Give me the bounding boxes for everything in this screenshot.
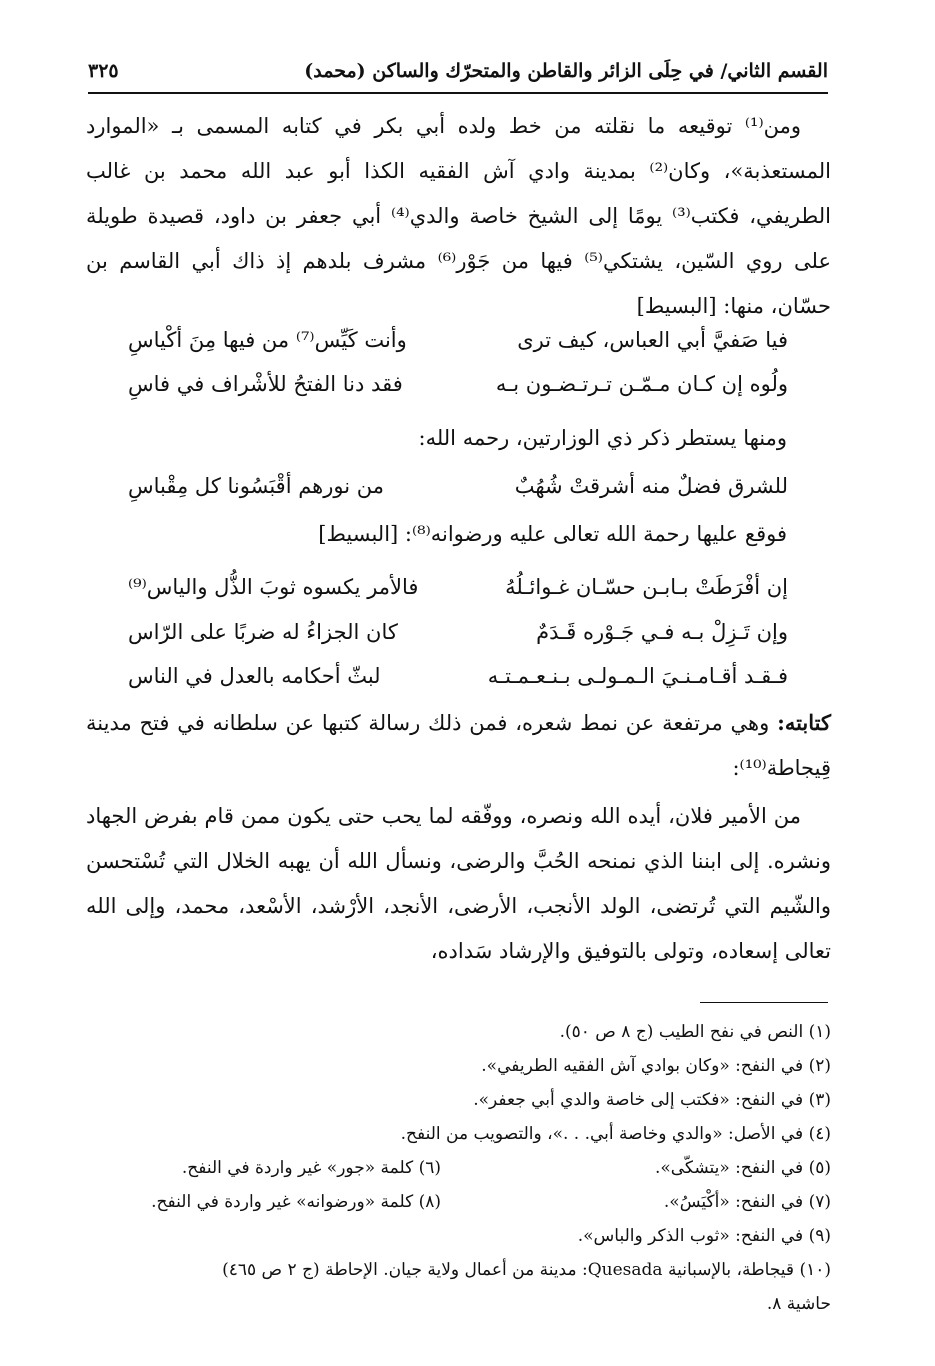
prose-line-tawqi: فوقع عليها رحمة الله تعالى عليه ورضوانه⁽⁸⁾: [البسيط] bbox=[318, 522, 787, 546]
footnote: (١٠) قيجاطة، بالإسبانية Quesada: مدينة من أعمال ولاية جيان. الإحاطة (ج ٢ ص ٤٦٥) bbox=[222, 1260, 831, 1280]
footnote-separator bbox=[700, 1002, 828, 1003]
verse-first-hemistich: ولُوه إن كـان مـمّـن تـرتـضـون بـه bbox=[495, 372, 788, 396]
verse-line bbox=[128, 372, 788, 412]
kitaba-label: كتابته: bbox=[777, 710, 831, 735]
running-title: القسم الثاني/ في حِلَى الزائر والقاطن والمتحرّك والساكن (محمد) bbox=[304, 60, 828, 82]
footnote: (٩) في النفح: «ثوب الذكر والباس». bbox=[577, 1226, 831, 1246]
footnote: (٥) في النفح: «يتشكّى». bbox=[654, 1158, 831, 1178]
verse-second-hemistich: لبثّ أحكامه بالعدل في الناس bbox=[128, 664, 381, 688]
verse-line bbox=[128, 328, 788, 368]
footnote-pair bbox=[86, 1185, 831, 1219]
verse-second-hemistich: كان الجزاءُ له ضربًا على الرّاس bbox=[128, 620, 398, 644]
intro-text: ومن⁽¹⁾ توقيعه ما نقلته من خط ولده أبي بكر في كتابه المسمى بـ «الموارد المستعذبة»، وكان⁽²⁾ بمدينة وادي آش الفقيه الكذا أبو عبد الله محمد بن غالب الطريفي، فكتب⁽³⁾ يومًا إلى الشيخ خاصة والدي⁽⁴⁾ أبي جعفر بن داود، قصيدة طويلة على روي السّين، يشتكي⁽⁵⁾ فيها من جَوْر⁽⁶⁾ مشرف بلدهم إذ ذاك أبي القاسم بن حسّان، منها: [البسيط] bbox=[86, 114, 831, 318]
footnote-continuation: حاشية ٨. bbox=[766, 1294, 831, 1314]
verse-first-hemistich: للشرق فضلٌ منه أشرقتْ شُهُبٌ bbox=[514, 474, 788, 498]
footnotes bbox=[86, 1015, 831, 1321]
verse-first-hemistich: إن أفْرَطَتْ بـابـن حسّـان غـوائـلُهُ bbox=[505, 575, 788, 599]
footnote: (٢) في النفح: «وكان بوادي آش الفقيه الطريفي». bbox=[481, 1056, 831, 1076]
footnote: (٤) في الأصل: «والدي وخاصة أبي. . .»، والتصويب من النفح. bbox=[400, 1124, 831, 1144]
verse-first-hemistich: وإن تَـزِلْ بـه فـي جَـوْره قَـدَمٌ bbox=[536, 620, 788, 644]
verse-line bbox=[128, 620, 788, 660]
page-header bbox=[88, 56, 828, 94]
verse-second-hemistich: من نورهم أقْبَسُونا كل مِقْباسِ bbox=[128, 474, 384, 498]
kitaba-text: وهي مرتفعة عن نمط شعره، فمن ذلك رسالة كتبها عن سلطانه في فتح مدينة قِيجاطة⁽¹⁰⁾: bbox=[86, 711, 831, 780]
verse-line bbox=[128, 664, 788, 704]
footnote-pair bbox=[86, 1151, 831, 1185]
letter-text: من الأمير فلان، أيده الله ونصره، ووفّقه لما يحب حتى يكون ممن قام بفرض الجهاد ونشره. إلى ابننا الذي نمنحه الحُبَّ والرضى، ونسأل الله أن يهبه الخلال التي تُسْتحسن والشّيم التي تُرتضى، الولد الأنجب، الأرضى، الأنجد، الأرْشد، الأسْعد، محمد، وإلى الله تعالى إسعاده، وتولى بالتوفيق والإرشاد سَداده، bbox=[86, 804, 831, 963]
verse-first-hemistich: فـقـد أقـامـنـيَ الـمـولـى بـنـعـمـتـه bbox=[487, 664, 788, 688]
prose-line-wazaratayn: ومنها يستطر ذكر ذي الوزارتين، رحمه الله: bbox=[418, 426, 787, 450]
verse-second-hemistich: فالأمر يكسوه ثوبَ الذُّل والياس⁽⁹⁾ bbox=[128, 575, 419, 599]
verse-second-hemistich: وأنت كَيِّس⁽⁷⁾ من فيها مِنَ أكْياسِ bbox=[128, 328, 407, 352]
footnote: (٦) كلمة «جور» غير واردة في النفح. bbox=[181, 1158, 441, 1178]
page-number: ٣٢٥ bbox=[88, 60, 119, 82]
footnote: (٣) في النفح: «فكتب إلى خاصة والدي أبي جعفر». bbox=[473, 1090, 831, 1110]
footnote: (٨) كلمة «ورضوانه» غير واردة في النفح. bbox=[151, 1192, 441, 1212]
verse-second-hemistich: فقد دنا الفتحُ للأشْراف في فاسِ bbox=[128, 372, 403, 396]
kitaba-paragraph bbox=[86, 700, 831, 791]
footnote: (١) النص في نفح الطيب (ج ٨ ص ٥٠). bbox=[559, 1022, 831, 1042]
intro-paragraph bbox=[86, 104, 831, 329]
verse-first-hemistich: فيا صَفيَّ أبي العباس، كيف ترى bbox=[517, 328, 788, 352]
footnote: (٧) في النفح: «أكْيَسُ». bbox=[663, 1192, 831, 1212]
verse-line bbox=[128, 474, 788, 514]
letter-paragraph bbox=[86, 794, 831, 974]
verse-line bbox=[128, 575, 788, 615]
